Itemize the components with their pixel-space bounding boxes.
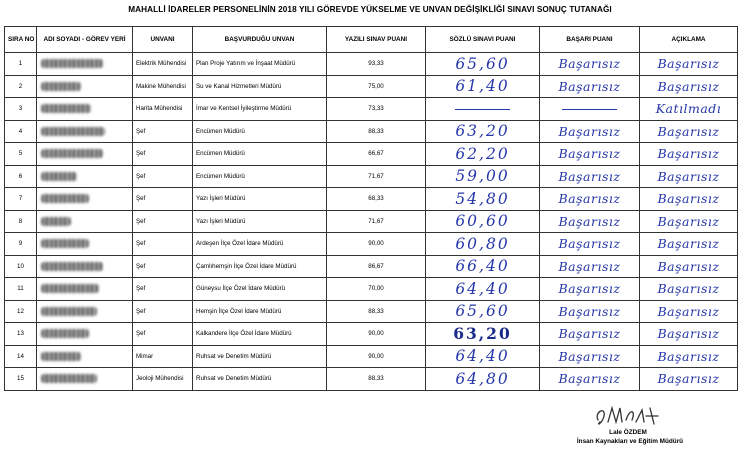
document-title: MAHALLİ İDARELER PERSONELİNİN 2018 YILI GÖREVDE YÜKSELME VE UNVAN DEĞİŞİKLİĞİ SINAVI SONUÇ TUTANAĞI (128, 5, 612, 14)
empty-dash (455, 109, 510, 110)
cell-note: Başarısız (640, 210, 738, 233)
table-row (5, 98, 738, 121)
empty-dash (562, 109, 617, 110)
redaction-blur (41, 352, 81, 361)
cell-written-score: 71,67 (327, 210, 426, 233)
cell-title: Şef (133, 188, 193, 211)
redaction-blur (41, 284, 99, 293)
row-number: 3 (5, 98, 37, 121)
cell-title: Mimar (133, 345, 193, 368)
table-row (5, 165, 738, 188)
redacted-name (37, 188, 133, 211)
row-number: 13 (5, 323, 37, 346)
cell-oral-score: 65,60 (426, 53, 540, 76)
cell-applied-title: Su ve Kanal Hizmetleri Müdürü (193, 75, 327, 98)
table-row (5, 233, 738, 256)
cell-oral-score: 66,40 (426, 255, 540, 278)
row-number: 5 (5, 143, 37, 166)
redacted-name (37, 368, 133, 391)
cell-title: Jeoloji Mühendisi (133, 368, 193, 391)
cell-written-score: 75,00 (327, 75, 426, 98)
table-row (5, 120, 738, 143)
redacted-name (37, 323, 133, 346)
row-number: 4 (5, 120, 37, 143)
redacted-name (37, 210, 133, 233)
cell-written-score: 90,00 (327, 323, 426, 346)
cell-applied-title: Yazı İşleri Müdürü (193, 210, 327, 233)
cell-written-score: 68,33 (327, 188, 426, 211)
cell-oral-score: 60,80 (426, 233, 540, 256)
redaction-blur (41, 172, 77, 181)
cell-written-score: 66,67 (327, 143, 426, 166)
redaction-blur (41, 329, 89, 338)
cell-written-score: 86,67 (327, 255, 426, 278)
cell-applied-title: İmar ve Kentsel İyileştirme Müdürü (193, 98, 327, 121)
cell-applied-title: Kalkandere İlçe Özel İdare Müdürü (193, 323, 327, 346)
redaction-blur (41, 82, 81, 91)
cell-written-score: 73,33 (327, 98, 426, 121)
row-number: 10 (5, 255, 37, 278)
cell-title: Şef (133, 233, 193, 256)
header-row (5, 27, 738, 53)
redacted-name (37, 255, 133, 278)
cell-note: Başarısız (640, 75, 738, 98)
redacted-name (37, 278, 133, 301)
cell-oral-score: 65,60 (426, 300, 540, 323)
cell-note: Başarısız (640, 53, 738, 76)
cell-applied-title: Ruhsat ve Denetim Müdürü (193, 368, 327, 391)
cell-title: Şef (133, 143, 193, 166)
cell-note: Başarısız (640, 278, 738, 301)
col-header-no: SIRA NO (5, 27, 37, 53)
cell-note: Başarısız (640, 120, 738, 143)
table-row (5, 53, 738, 76)
redacted-name (37, 345, 133, 368)
col-header-oral: SÖZLÜ SINAVI PUANI (426, 27, 540, 53)
cell-title: Makine Mühendisi (133, 75, 193, 98)
redaction-blur (41, 104, 91, 113)
cell-title: Şef (133, 300, 193, 323)
cell-note: Başarısız (640, 165, 738, 188)
cell-title: Şef (133, 323, 193, 346)
cell-oral-score: 60,60 (426, 210, 540, 233)
cell-note: Başarısız (640, 188, 738, 211)
redaction-blur (41, 59, 103, 68)
table-row (5, 323, 738, 346)
redaction-blur (41, 374, 97, 383)
redacted-name (37, 53, 133, 76)
row-number: 7 (5, 188, 37, 211)
redacted-name (37, 143, 133, 166)
row-number: 2 (5, 75, 37, 98)
table-row (5, 345, 738, 368)
redacted-name (37, 98, 133, 121)
cell-result: Başarısız (540, 368, 640, 391)
cell-oral-score: 54,80 (426, 188, 540, 211)
cell-note: Başarısız (640, 345, 738, 368)
cell-title: Şef (133, 278, 193, 301)
row-number: 8 (5, 210, 37, 233)
cell-note: Başarısız (640, 323, 738, 346)
redaction-blur (41, 127, 105, 136)
row-number: 15 (5, 368, 37, 391)
signatory-name: Lale ÖZDEM (609, 429, 647, 436)
cell-title: Şef (133, 165, 193, 188)
cell-note: Başarısız (640, 143, 738, 166)
redacted-name (37, 120, 133, 143)
redaction-blur (41, 307, 97, 316)
cell-result: Başarısız (540, 278, 640, 301)
cell-title: Şef (133, 210, 193, 233)
table-row (5, 255, 738, 278)
col-header-name: ADI SOYADI - GÖREV YERİ (37, 27, 133, 53)
table-row (5, 368, 738, 391)
cell-applied-title: Encümen Müdürü (193, 143, 327, 166)
cell-oral-score: 64,40 (426, 278, 540, 301)
cell-written-score: 93,33 (327, 53, 426, 76)
cell-oral-score (426, 98, 540, 121)
signature-image (592, 402, 662, 430)
cell-written-score: 88,33 (327, 300, 426, 323)
signatory-role: İnsan Kaynakları ve Eğitim Müdürü (576, 438, 684, 445)
cell-applied-title: Hemşin İlçe Özel İdare Müdürü (193, 300, 327, 323)
cell-result: Başarısız (540, 300, 640, 323)
cell-title: Harita Mühendisi (133, 98, 193, 121)
table-row (5, 75, 738, 98)
cell-result: Başarısız (540, 233, 640, 256)
table-row (5, 188, 738, 211)
redaction-blur (41, 262, 103, 271)
cell-title: Şef (133, 255, 193, 278)
cell-written-score: 71,67 (327, 165, 426, 188)
redaction-blur (41, 194, 89, 203)
cell-result: Başarısız (540, 188, 640, 211)
table-row (5, 300, 738, 323)
col-header-result: BAŞARI PUANI (540, 27, 640, 53)
redaction-blur (41, 239, 89, 248)
cell-written-score: 88,33 (327, 368, 426, 391)
cell-result: Başarısız (540, 255, 640, 278)
row-number: 11 (5, 278, 37, 301)
cell-applied-title: Çamlıhemşin İlçe Özel İdare Müdürü (193, 255, 327, 278)
col-header-applied: BAŞVURDUĞU UNVAN (193, 27, 327, 53)
redacted-name (37, 165, 133, 188)
cell-applied-title: Yazı İşleri Müdürü (193, 188, 327, 211)
redaction-blur (41, 217, 71, 226)
cell-result: Başarısız (540, 53, 640, 76)
cell-applied-title: Güneysu İlçe Özel İdare Müdürü (193, 278, 327, 301)
cell-result: Başarısız (540, 143, 640, 166)
redacted-name (37, 233, 133, 256)
cell-written-score: 90,00 (327, 233, 426, 256)
cell-oral-score: 63,20 (426, 120, 540, 143)
cell-oral-score: 61,40 (426, 75, 540, 98)
cell-note: Başarısız (640, 233, 738, 256)
cell-written-score: 70,00 (327, 278, 426, 301)
cell-result: Başarısız (540, 323, 640, 346)
cell-written-score: 90,00 (327, 345, 426, 368)
cell-title: Şef (133, 120, 193, 143)
cell-note: Başarısız (640, 300, 738, 323)
cell-note: Katılmadı (640, 98, 738, 121)
redacted-name (37, 300, 133, 323)
col-header-title: UNVANI (133, 27, 193, 53)
col-header-written: YAZILI SINAV PUANI (327, 27, 426, 53)
cell-applied-title: Plan Proje Yatırım ve İnşaat Müdürü (193, 53, 327, 76)
cell-written-score: 88,33 (327, 120, 426, 143)
row-number: 14 (5, 345, 37, 368)
row-number: 9 (5, 233, 37, 256)
row-number: 6 (5, 165, 37, 188)
row-number: 12 (5, 300, 37, 323)
row-number: 1 (5, 53, 37, 76)
cell-oral-score: 62,20 (426, 143, 540, 166)
cell-note: Başarısız (640, 255, 738, 278)
redacted-name (37, 75, 133, 98)
table-row (5, 143, 738, 166)
cell-oral-score: 64,40 (426, 345, 540, 368)
cell-note: Başarısız (640, 368, 738, 391)
table-body (5, 53, 738, 391)
results-table (4, 26, 738, 391)
redaction-blur (41, 149, 103, 158)
cell-result: Başarısız (540, 210, 640, 233)
cell-result (540, 98, 640, 121)
cell-result: Başarısız (540, 120, 640, 143)
cell-oral-score: 64,80 (426, 368, 540, 391)
cell-oral-score: 63,20 (426, 323, 540, 346)
cell-applied-title: Encümen Müdürü (193, 120, 327, 143)
cell-applied-title: Ruhsat ve Denetim Müdürü (193, 345, 327, 368)
cell-result: Başarısız (540, 165, 640, 188)
table-row (5, 278, 738, 301)
cell-applied-title: Ardeşen İlçe Özel İdare Müdürü (193, 233, 327, 256)
cell-applied-title: Encümen Müdürü (193, 165, 327, 188)
cell-result: Başarısız (540, 75, 640, 98)
col-header-note: AÇIKLAMA (640, 27, 738, 53)
table-row (5, 210, 738, 233)
cell-result: Başarısız (540, 345, 640, 368)
cell-title: Elektrik Mühendisi (133, 53, 193, 76)
cell-oral-score: 59,00 (426, 165, 540, 188)
